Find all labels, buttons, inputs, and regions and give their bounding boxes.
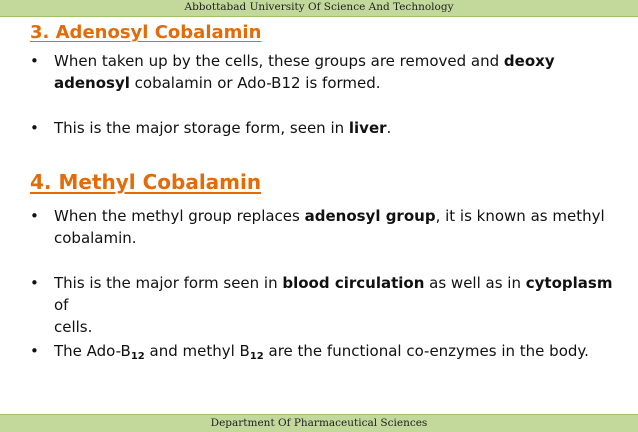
section-4-title: 4. Methyl Cobalamin xyxy=(30,170,262,194)
bullet-icon: • xyxy=(30,52,39,70)
subscript: 12 xyxy=(249,351,264,362)
bold-term: adenosyl xyxy=(54,74,130,92)
subscript: 12 xyxy=(130,351,145,362)
text-run: When taken up by the cells, these groups are removed and xyxy=(54,52,504,70)
text-run: and methyl B xyxy=(144,342,250,360)
bullet-text xyxy=(54,117,614,139)
text-run: This is the major form seen in xyxy=(54,274,283,292)
bold-term: adenosyl group xyxy=(304,207,436,225)
text-run: cobalamin or Ado-B12 is formed. xyxy=(129,74,381,92)
footer-bar xyxy=(0,414,638,432)
text-run: The Ado-B xyxy=(54,342,131,360)
department-name: Department Of Pharmaceutical Sciences xyxy=(210,417,428,429)
bold-term: deoxy xyxy=(503,52,555,70)
bullet-icon: • xyxy=(30,274,39,292)
text-run: as well as in xyxy=(424,274,526,292)
section-3-title: 3. Adenosyl Cobalamin xyxy=(30,22,262,43)
bullet-text xyxy=(54,50,614,94)
text-run: When the methyl group replaces xyxy=(54,207,305,225)
bold-term: blood circulation xyxy=(282,274,425,292)
bullet-icon: • xyxy=(30,119,39,137)
bullet-icon: • xyxy=(30,342,39,360)
text-run: are the functional co-enzymes in the body. xyxy=(263,342,589,360)
text-run: cells. xyxy=(54,318,93,336)
bold-term: cytoplasm xyxy=(525,274,613,292)
bullet-text xyxy=(54,340,614,362)
text-run: . xyxy=(386,119,392,137)
bold-term: liver xyxy=(348,119,387,137)
bullet-icon: • xyxy=(30,207,39,225)
bullet-text xyxy=(54,272,614,338)
text-run: of xyxy=(54,296,69,314)
text-run: cobalamin. xyxy=(54,229,137,247)
bullet-text xyxy=(54,205,614,249)
text-run: This is the major storage form, seen in xyxy=(54,119,349,137)
university-name: Abbottabad University Of Science And Technology xyxy=(184,1,454,13)
header-bar xyxy=(0,0,638,17)
text-run: , it is known as methyl xyxy=(435,207,605,225)
